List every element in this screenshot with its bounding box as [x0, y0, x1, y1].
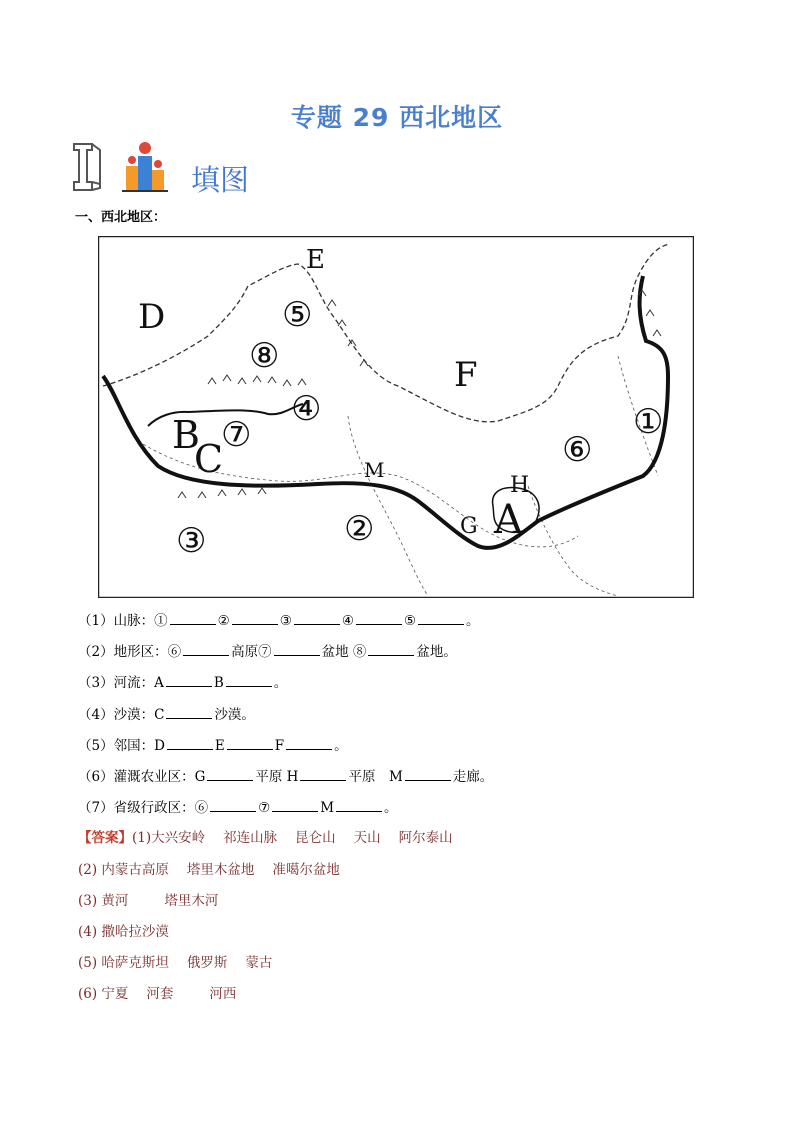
map-label-1: ① — [633, 402, 664, 442]
map-label-6: ⑥ — [562, 430, 593, 470]
answer-blank[interactable] — [166, 672, 212, 687]
answer-blank[interactable] — [274, 641, 320, 656]
map-label-A: A — [494, 497, 523, 543]
answer-blank[interactable] — [336, 797, 382, 812]
section-heading: 一、西北地区： — [75, 210, 167, 225]
answer-blank[interactable] — [170, 610, 216, 625]
answer-tag: 【答案】 — [78, 830, 132, 847]
answer-blank[interactable] — [183, 641, 229, 656]
answer-blank[interactable] — [356, 610, 402, 625]
map-label-8: ⑧ — [249, 336, 280, 376]
map-label-5: ⑤ — [282, 295, 313, 335]
answer-blank[interactable] — [368, 641, 414, 656]
question-7: （7）省级行政区：⑥ ⑦ M 。 — [78, 797, 493, 828]
answer-blank[interactable] — [405, 766, 451, 781]
question-4: （4）沙漠：C 沙漠。 — [78, 704, 493, 735]
question-3: （3）河流：A B 。 — [78, 672, 493, 703]
answer-blank[interactable] — [272, 797, 318, 812]
map-label-C: C — [194, 437, 224, 481]
question-2: （2）地形区：⑥ 高原⑦ 盆地 ⑧ 盆地。 — [78, 641, 493, 672]
map-label-F: F — [454, 355, 478, 395]
answer-blank[interactable] — [300, 766, 346, 781]
answer-blank[interactable] — [232, 610, 278, 625]
answer-blank[interactable] — [210, 797, 256, 812]
answer-line-4: (4) 撒哈拉沙漠 — [78, 923, 169, 940]
map-label-D: D — [138, 297, 166, 337]
answer-blank[interactable] — [207, 766, 253, 781]
question-5: （5）邻国：D E F 。 — [78, 735, 493, 766]
answer-line-2: (2) 内蒙古高原 塔里木盆地 准噶尔盆地 — [78, 861, 340, 878]
answer-blank[interactable] — [294, 610, 340, 625]
answer-line-3: (3) 黄河 塔里木河 — [78, 892, 219, 909]
map-label-2: ② — [344, 509, 375, 549]
map-label-G: G — [460, 514, 478, 539]
answer-blank[interactable] — [167, 735, 213, 750]
map-label-7: ⑦ — [221, 415, 252, 455]
page-title: 专题 29 西北地区 — [290, 103, 504, 132]
answer-line-6: (6) 宁夏 河套 河西 — [78, 986, 237, 1003]
map-label-B: B — [172, 413, 200, 457]
map-label-4: ④ — [291, 389, 322, 429]
answer-blank[interactable] — [166, 704, 212, 719]
answer-line-5: (5) 哈萨克斯坦 俄罗斯 蒙古 — [78, 955, 273, 972]
answer-line-1: 【答案】(1)大兴安岭 祁连山脉 昆仑山 天山 阿尔泰山 — [78, 830, 453, 847]
question-6: （6）灌溉农业区：G 平原 H 平原 M 走廊。 — [78, 766, 493, 797]
answer-blank[interactable] — [286, 735, 332, 750]
map-label-H: H — [510, 473, 530, 498]
ranking-podium-icon — [70, 140, 180, 195]
answer-blank[interactable] — [226, 672, 272, 687]
section-label: 填图 — [191, 163, 250, 197]
question-list — [78, 610, 493, 1015]
answer-blank[interactable] — [418, 610, 464, 625]
northwest-china-map — [98, 236, 694, 598]
map-label-3: ③ — [176, 521, 207, 561]
question-1: （1）山脉：① ② ③ ④ ⑤ 。 — [78, 610, 493, 641]
answer-blank[interactable] — [227, 735, 273, 750]
map-label-E: E — [306, 245, 325, 275]
map-label-M: M — [364, 458, 385, 482]
